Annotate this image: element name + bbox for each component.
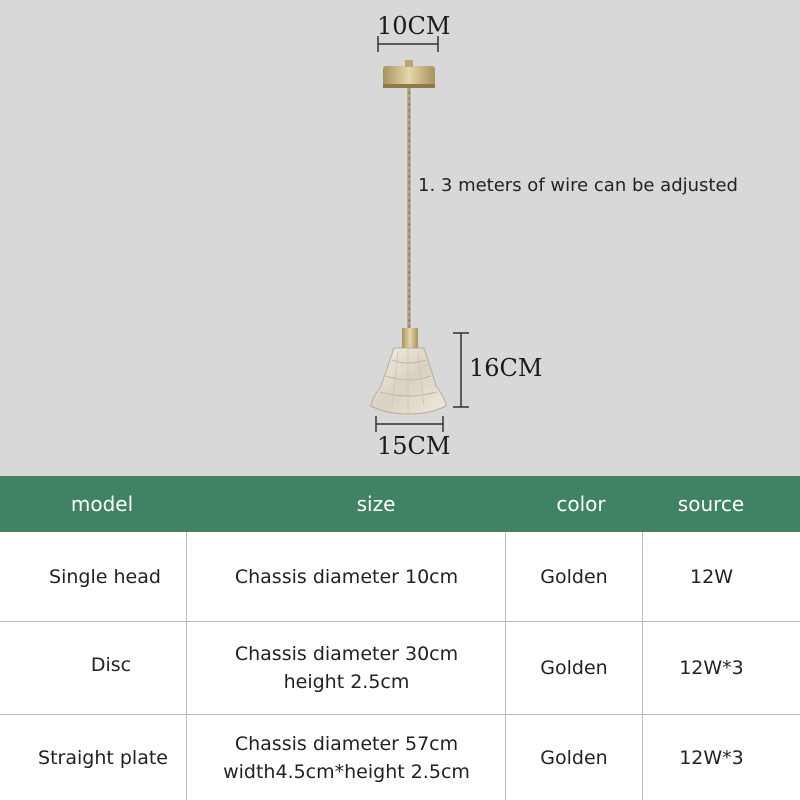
cell-color: Golden xyxy=(505,622,642,714)
table-header xyxy=(0,476,800,532)
spec-table xyxy=(0,476,800,800)
header-color: color xyxy=(556,492,606,516)
ceiling-canopy xyxy=(383,60,435,88)
cell-size xyxy=(186,622,506,714)
size-line: Chassis diameter 57cm xyxy=(234,732,459,755)
cell-size xyxy=(186,532,506,621)
cell-model: Straight plate xyxy=(38,746,168,769)
header-size: size xyxy=(356,492,396,516)
size-line: height 2.5cm xyxy=(283,671,410,693)
size-line: width4.5cm*height 2.5cm xyxy=(223,760,470,783)
size-line: Chassis diameter 10cm xyxy=(234,565,459,588)
size-line: Chassis diameter 30cm xyxy=(234,643,459,665)
shade-height-label: 16CM xyxy=(469,354,543,382)
header-model: model xyxy=(70,492,134,516)
cell-model: Single head xyxy=(49,565,161,588)
height-dimension-marker xyxy=(453,333,469,407)
shade-width-label: 15CM xyxy=(377,432,451,460)
cell-source: 12W xyxy=(642,532,780,621)
cell-color: Golden xyxy=(505,532,642,621)
width-dimension-marker xyxy=(376,416,443,432)
wire-length-note: 1. 3 meters of wire can be adjusted xyxy=(418,175,738,196)
glass-shade xyxy=(371,348,446,414)
table-row xyxy=(0,715,800,800)
header-source: source xyxy=(677,492,745,516)
cell-model: Disc xyxy=(90,654,132,676)
cell-size xyxy=(186,715,506,800)
canopy-width-label: 10CM xyxy=(377,12,451,40)
cell-color: Golden xyxy=(505,715,642,800)
table-row xyxy=(0,622,800,715)
table-row xyxy=(0,532,800,622)
cell-source: 12W*3 xyxy=(642,622,780,714)
lamp-holder xyxy=(402,328,418,348)
cell-source: 12W*3 xyxy=(642,715,780,800)
